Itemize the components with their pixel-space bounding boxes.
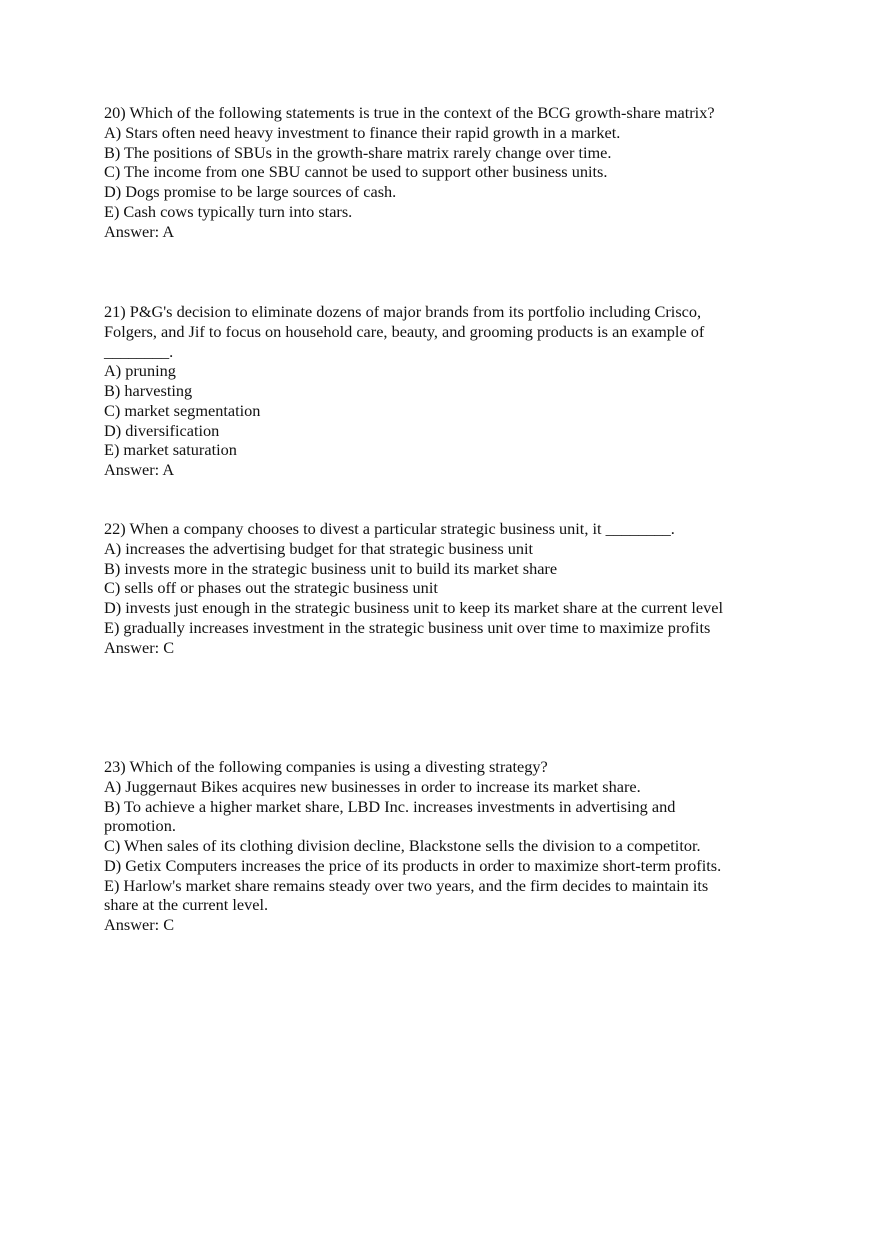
answer-key: Answer: A: [104, 221, 175, 241]
answer-option: D) Getix Computers increases the price of its products in order to maximize short-term profits.: [104, 855, 722, 875]
answer-option: A) Stars often need heavy investment to finance their rapid growth in a market.: [104, 122, 621, 142]
question-20: [104, 103, 804, 241]
answer-key: Answer: A: [104, 460, 175, 479]
answer-option: E) Harlow's market share remains steady over two years, and the firm decides to maintain its: [104, 875, 709, 895]
answer-option: D) Dogs promise to be large sources of cash.: [104, 182, 397, 201]
question-stem: 21) P&G's decision to eliminate dozens of major brands from its portfolio including Crisco,: [104, 302, 702, 321]
question-23: [104, 757, 804, 935]
question-22: [104, 519, 804, 657]
answer-option: A) pruning: [104, 361, 176, 381]
answer-option: D) invests just enough in the strategic business unit to keep its market share at the current level: [104, 598, 723, 617]
answer-option: B) invests more in the strategic business unit to build its market share: [104, 558, 558, 578]
answer-option: B) To achieve a higher market share, LBD Inc. increases investments in advertising and: [104, 796, 676, 816]
answer-option: B) The positions of SBUs in the growth-share matrix rarely change over time.: [104, 142, 612, 162]
answer-option: C) sells off or phases out the strategic business unit: [104, 578, 438, 598]
question-stem: 22) When a company chooses to divest a particular strategic business unit, it ________.: [104, 519, 675, 538]
question-stem: 23) Which of the following companies is using a divesting strategy?: [104, 757, 548, 776]
answer-option: C) The income from one SBU cannot be used to support other business units.: [104, 162, 608, 182]
answer-option: B) harvesting: [104, 381, 193, 400]
answer-option: C) market segmentation: [104, 400, 261, 420]
answer-key: Answer: C: [104, 915, 175, 934]
question-stem: 20) Which of the following statements is true in the context of the BCG growth-share matrix?: [104, 103, 715, 122]
answer-option: share at the current level.: [104, 895, 269, 915]
answer-option: E) market saturation: [104, 440, 237, 460]
answer-option: E) gradually increases investment in the strategic business unit over time to maximize profits: [104, 617, 711, 637]
answer-option: D) diversification: [104, 420, 220, 440]
question-stem: Folgers, and Jif to focus on household care, beauty, and grooming products is an example of: [104, 321, 705, 341]
answer-key: Answer: C: [104, 637, 175, 657]
answer-option: A) Juggernaut Bikes acquires new businesses in order to increase its market share.: [104, 776, 641, 796]
answer-option: C) When sales of its clothing division decline, Blackstone sells the division to a competitor.: [104, 836, 701, 855]
answer-option: A) increases the advertising budget for that strategic business unit: [104, 538, 534, 558]
question-21: [104, 302, 804, 480]
question-stem: ________.: [104, 341, 174, 361]
answer-option: E) Cash cows typically turn into stars.: [104, 201, 353, 221]
answer-option: promotion.: [104, 816, 176, 836]
